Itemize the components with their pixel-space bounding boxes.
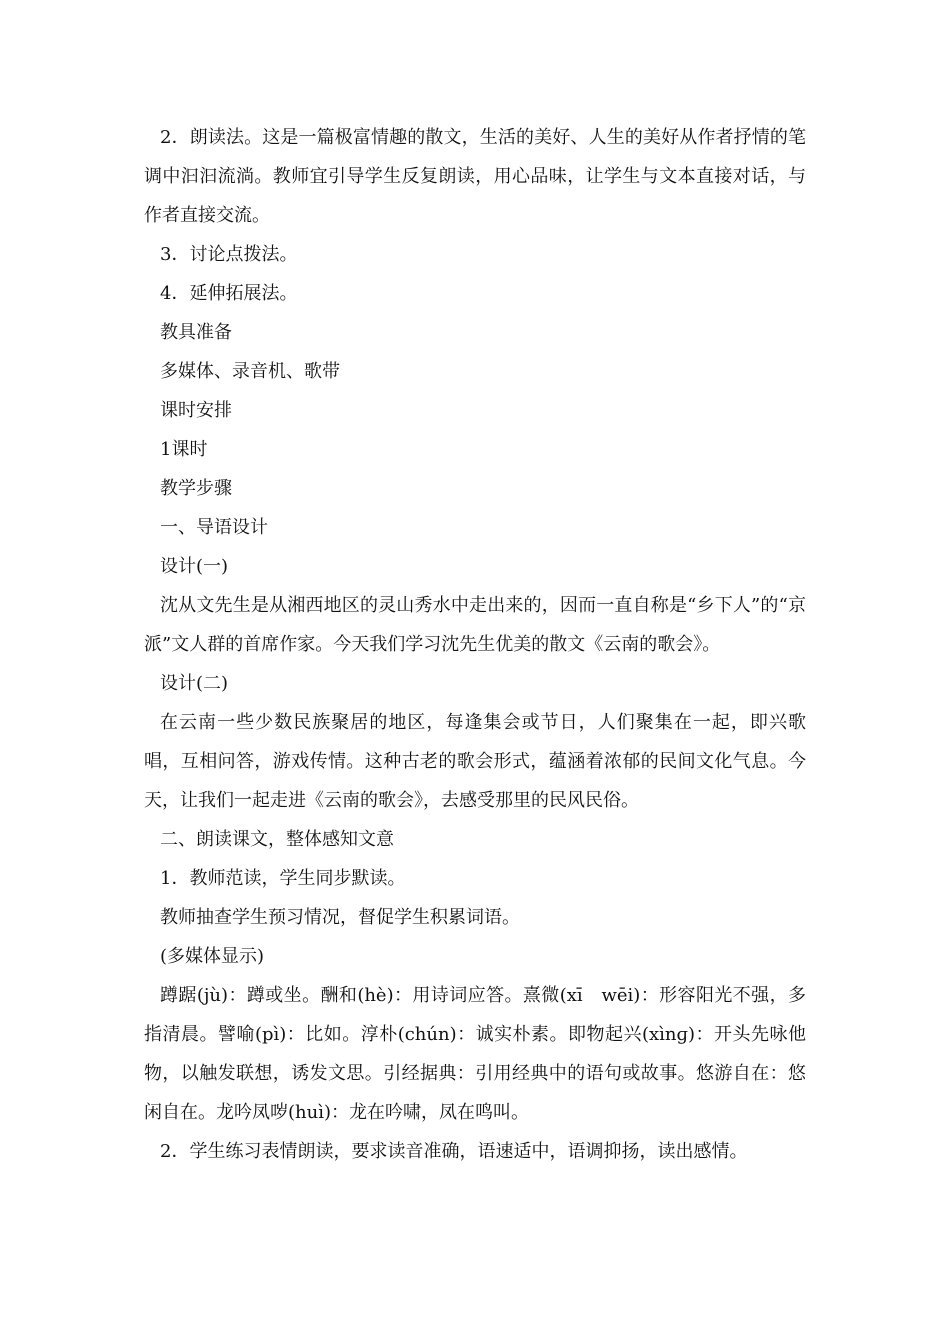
paragraph-extension-method: 4．延伸拓展法。 [160, 283, 298, 304]
paragraph-student-practice: 2．学生练习表情朗读，要求读音准确，语速适中，语调抑扬，读出感情。 [160, 1141, 748, 1162]
paragraph-preview-check: 教师抽查学生预习情况，督促学生积累词语。 [160, 907, 520, 928]
paragraph-discussion-method: 3．讨论点拨法。 [160, 244, 298, 265]
heading-schedule: 课时安排 [160, 400, 232, 421]
document-page [144, 118, 806, 1171]
paragraph-design-two: 在云南一些少数民族聚居的地区，每逢集会或节日，人们聚集在一起，即兴歌唱，互相问答，游戏传情。这种古老的歌会形式，蕴涵着浓郁的民间文化气息。今天，让我们一起走进《云南的歌会》，去感受那里的民风民俗。 [144, 712, 806, 811]
heading-teaching-steps: 教学步骤 [160, 478, 232, 499]
paragraph-design-one: 沈从文先生是从湘西地区的灵山秀水中走出来的，因而一直自称是“乡下人”的“京派”文人群的首席作家。今天我们学习沈先生优美的散文《云南的歌会》。 [144, 595, 806, 655]
heading-teaching-aids: 教具准备 [160, 322, 232, 343]
heading-reading-section: 二、朗读课文，整体感知文意 [160, 829, 394, 850]
heading-design-one: 设计(一) [160, 556, 229, 577]
heading-intro-design: 一、导语设计 [160, 517, 268, 538]
paragraph-vocabulary: 蹲踞(jù)：蹲或坐。酬和(hè)：用诗词应答。熹微(xī wēi)：形容阳光不强，多指清晨。譬喻(pì)：比如。淳朴(chún)：诚实朴素。即物起兴(xìnɡ)：开头先咏他物，以触发联想，诱发文思。引经据典：引用经典中的语句或故事。悠游自在：悠闲自在。龙吟凤哕(huì)：龙在吟啸，凤在鸣叫。 [144, 985, 806, 1123]
heading-design-two: 设计(二) [160, 673, 229, 694]
paragraph-multimedia-note: (多媒体显示) [160, 946, 265, 967]
paragraph-teacher-reading: 1．教师范读，学生同步默读。 [160, 868, 406, 889]
paragraph-reading-method: 2．朗读法。这是一篇极富情趣的散文，生活的美好、人生的美好从作者抒情的笔调中汩汩流淌。教师宜引导学生反复朗读，用心品味，让学生与文本直接对话，与作者直接交流。 [144, 127, 806, 226]
paragraph-teaching-aids: 多媒体、录音机、歌带 [160, 361, 340, 382]
paragraph-schedule: 1课时 [160, 439, 208, 460]
